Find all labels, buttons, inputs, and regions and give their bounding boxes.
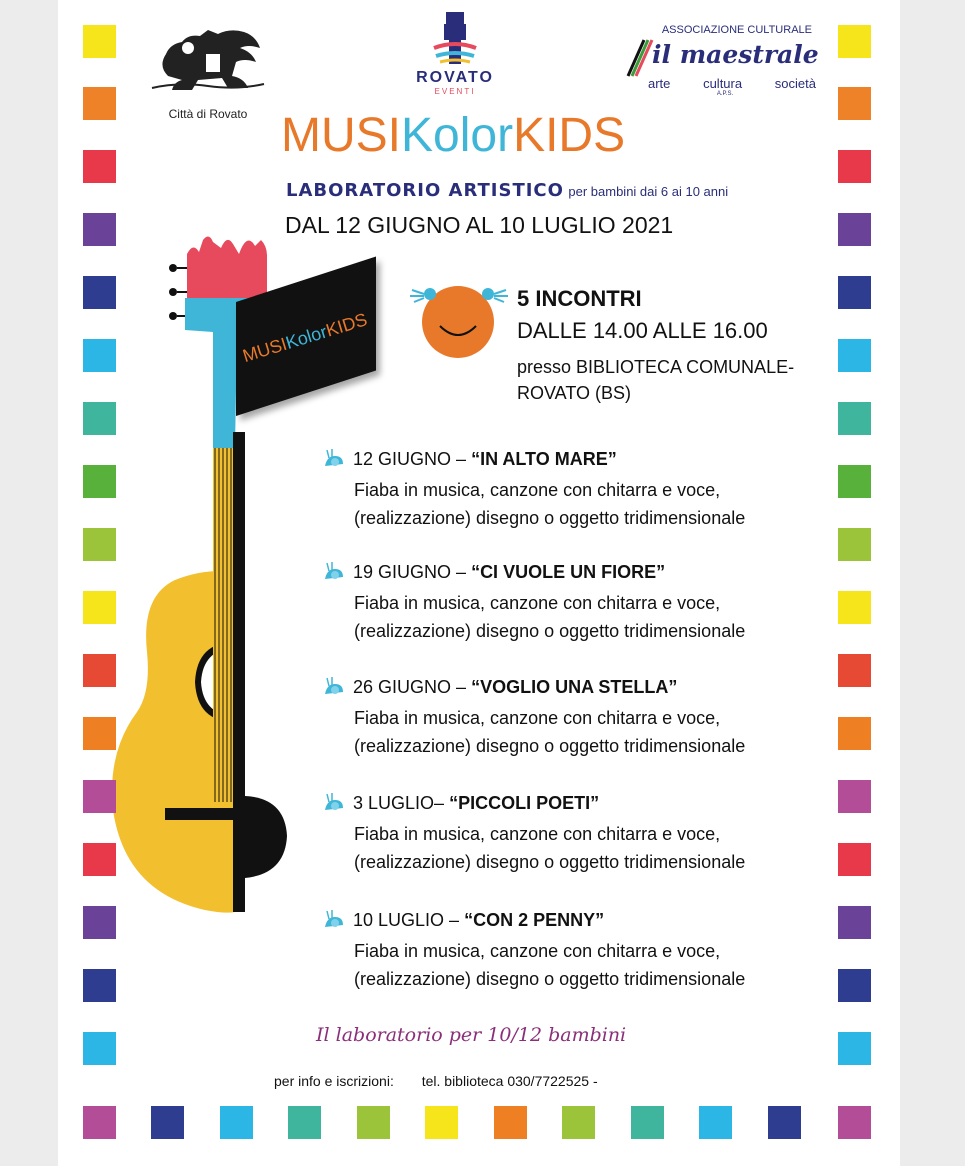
border-square	[699, 1106, 732, 1139]
event-description-line2: (realizzazione) disegno o oggetto tridimensionale	[354, 508, 746, 528]
event-description-line2: (realizzazione) disegno o oggetto tridimensionale	[354, 852, 746, 872]
border-square	[83, 717, 116, 750]
event-date: 19 GIUGNO –	[353, 562, 467, 582]
meeting-count: 5 INCONTRI	[517, 286, 642, 311]
event-date: 10 LUGLIO –	[353, 910, 460, 930]
meeting-place-line2: ROVATO (BS)	[517, 383, 632, 403]
border-square	[838, 339, 871, 372]
smiley-face-icon	[408, 282, 508, 362]
city-label: Città di Rovato	[168, 107, 248, 121]
event-date: 26 GIUGNO –	[353, 677, 467, 697]
event-date: 3 LUGLIO–	[353, 793, 445, 813]
border-square	[83, 906, 116, 939]
event-heading	[323, 792, 823, 814]
border-square	[220, 1106, 253, 1139]
snail-bullet-icon	[323, 676, 347, 696]
border-square	[357, 1106, 390, 1139]
border-square	[838, 780, 871, 813]
event-date: 12 GIUGNO –	[353, 449, 467, 469]
rovato-title: ROVATO	[416, 69, 494, 86]
border-square	[83, 465, 116, 498]
association-name: il maestrale	[652, 40, 819, 69]
subtitle-small: per bambini dai 6 ai 10 anni	[568, 184, 729, 199]
border-square	[83, 87, 116, 120]
association-aps: A.P.S.	[716, 91, 734, 97]
association-logo	[622, 24, 828, 124]
border-square	[838, 150, 871, 183]
border-square	[83, 25, 116, 58]
border-square	[288, 1106, 321, 1139]
border-square	[83, 1106, 116, 1139]
snail-bullet-icon	[323, 792, 347, 812]
border-square	[494, 1106, 527, 1139]
city-logo	[148, 26, 268, 121]
border-square	[83, 150, 116, 183]
event-title: “VOGLIO UNA STELLA”	[471, 677, 678, 697]
event-title: “IN ALTO MARE”	[471, 449, 617, 469]
wind-stripes-icon	[624, 38, 654, 78]
border-square	[83, 591, 116, 624]
event-item	[323, 909, 823, 993]
lion-emblem-icon	[148, 26, 268, 98]
meeting-place-line1: presso BIBLIOTECA COMUNALE-	[517, 357, 795, 377]
border-square	[838, 1106, 871, 1139]
border-square	[838, 402, 871, 435]
border-square	[838, 717, 871, 750]
association-top-label: ASSOCIAZIONE CULTURALE	[661, 24, 812, 36]
event-heading	[323, 561, 823, 583]
border-square	[838, 465, 871, 498]
rovato-subtitle: EVENTI	[434, 87, 476, 96]
contact-line	[274, 1073, 598, 1089]
border-square	[838, 969, 871, 1002]
event-item	[323, 448, 823, 532]
info-block	[517, 286, 837, 406]
border-square	[83, 402, 116, 435]
border-square	[151, 1106, 184, 1139]
tagline-cultura: cultura	[703, 76, 743, 91]
snail-bullet-icon	[323, 561, 347, 581]
border-square	[838, 906, 871, 939]
subtitle	[286, 180, 728, 201]
event-item	[323, 792, 823, 876]
tagline-arte: arte	[648, 76, 671, 91]
event-item	[323, 561, 823, 645]
border-square	[83, 843, 116, 876]
border-square	[838, 1032, 871, 1065]
border-square	[83, 1032, 116, 1065]
event-heading	[323, 909, 823, 931]
border-square	[425, 1106, 458, 1139]
border-square	[83, 969, 116, 1002]
border-square	[838, 528, 871, 561]
flag-part-musi: MUSI	[240, 333, 290, 367]
border-square	[838, 213, 871, 246]
event-title: “CON 2 PENNY”	[464, 910, 605, 930]
event-heading	[323, 448, 823, 470]
subtitle-main: LABORATORIO ARTISTICO	[286, 180, 564, 201]
title-part-kolor: Kolor	[401, 109, 514, 162]
event-description-line1: Fiaba in musica, canzone con chitarra e voce,	[354, 941, 721, 961]
main-title	[281, 108, 625, 164]
water-tower-icon	[430, 10, 480, 68]
event-description-line1: Fiaba in musica, canzone con chitarra e voce,	[354, 824, 721, 844]
event-description-line2: (realizzazione) disegno o oggetto tridimensionale	[354, 736, 746, 756]
contact-phone: tel. biblioteca 030/7722525 -	[421, 1073, 598, 1089]
border-square	[83, 780, 116, 813]
title-part-kids: KIDS	[513, 109, 626, 162]
border-square	[83, 654, 116, 687]
event-description-line1: Fiaba in musica, canzone con chitarra e voce,	[354, 480, 721, 500]
event-description-line2: (realizzazione) disegno o oggetto tridimensionale	[354, 621, 746, 641]
border-square	[631, 1106, 664, 1139]
border-square	[83, 339, 116, 372]
event-title: “PICCOLI POETI”	[449, 793, 600, 813]
title-part-musi: MUSI	[281, 109, 401, 162]
event-description-line2: (realizzazione) disegno o oggetto tridimensionale	[354, 969, 746, 989]
contact-label: per info e iscrizioni:	[274, 1073, 394, 1089]
border-square	[838, 276, 871, 309]
border-square	[838, 87, 871, 120]
border-square	[838, 654, 871, 687]
rovato-eventi-logo	[400, 10, 510, 100]
tagline-societa: società	[774, 76, 816, 91]
event-description-line1: Fiaba in musica, canzone con chitarra e voce,	[354, 708, 721, 728]
border-square	[83, 528, 116, 561]
border-square	[768, 1106, 801, 1139]
border-square	[838, 25, 871, 58]
border-square	[838, 843, 871, 876]
flag-part-kids: KIDS	[323, 309, 370, 341]
event-title: “CI VUOLE UN FIORE”	[471, 562, 666, 582]
date-range: DAL 12 GIUGNO AL 10 LUGLIO 2021	[285, 212, 674, 238]
snail-bullet-icon	[323, 448, 347, 468]
border-square	[562, 1106, 595, 1139]
border-square	[83, 213, 116, 246]
event-item	[323, 676, 823, 760]
event-heading	[323, 676, 823, 698]
border-square	[83, 276, 116, 309]
event-description-line1: Fiaba in musica, canzone con chitarra e voce,	[354, 593, 721, 613]
meeting-time: DALLE 14.00 ALLE 16.00	[517, 318, 768, 343]
border-square	[838, 591, 871, 624]
snail-bullet-icon	[323, 909, 347, 929]
flag-part-kolor: Kolor	[283, 321, 330, 353]
capacity-note: Il laboratorio per 10/12 bambini	[316, 1024, 627, 1046]
